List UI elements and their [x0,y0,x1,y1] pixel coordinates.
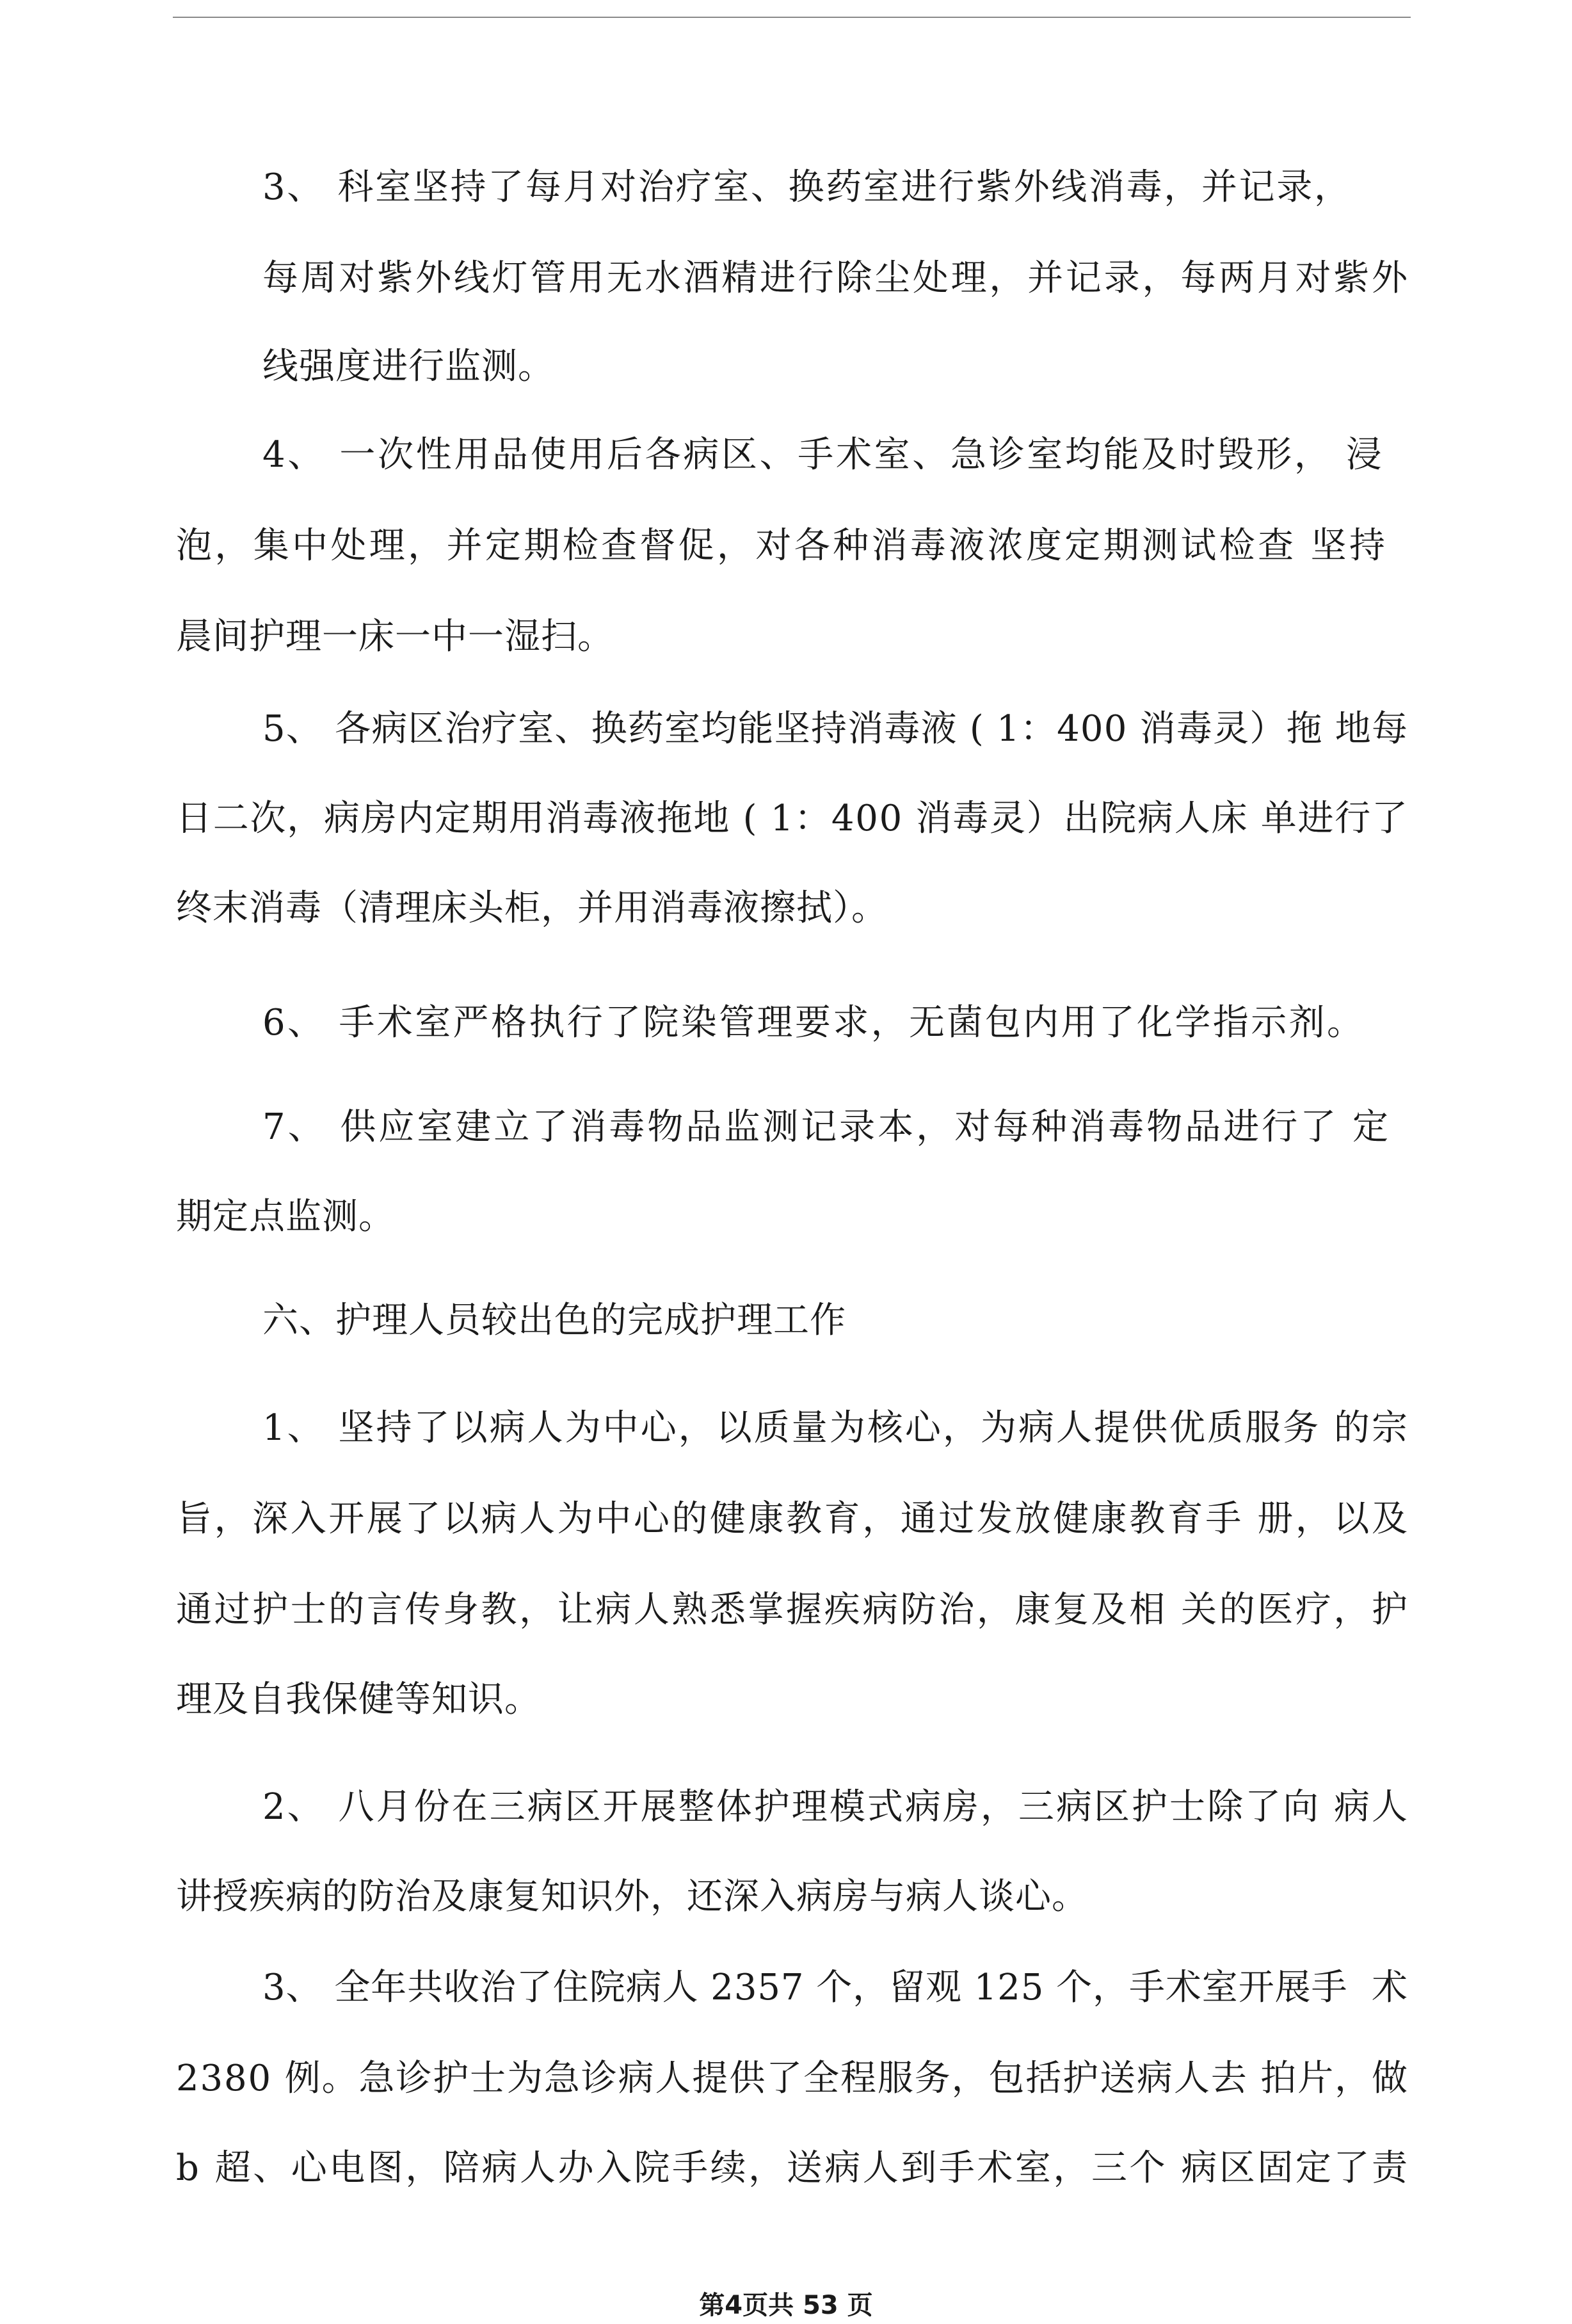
text-line: 六、护理人员较出色的完成护理工作 [262,1300,846,1341]
text-line: 期定点监测。 [176,1196,395,1238]
text-line: 通过护士的言传身教，让病人熟悉掌握疾病防治，康复及相 关的医疗，护 [176,1589,1410,1631]
text-line: 每周对紫外线灯管用无水酒精进行除尘处理，并记录，每两月对紫外 [262,257,1410,299]
text-line: 旨，深入开展了以病人为中心的健康教育，通过发放健康教育手 册，以及 [176,1498,1410,1540]
text-line: 3、 科室坚持了每月对治疗室、换药室进行紫外线消毒，并记录， [262,166,1352,208]
text-line: 日二次，病房内定期用消毒液拖地 ( 1：400 消毒灵）出院病人床 单进行了 [176,798,1409,839]
text-line: 4、 一次性用品使用后各病区、手术室、急诊室均能及时毁形， 浸 [262,434,1384,476]
text-line: 泡，集中处理，并定期检查督促，对各种消毒液浓度定期测试检查 坚持 [176,525,1388,567]
text-line: b 超、心电图，陪病人办入院手续，送病人到手术室，三个 病区固定了责 [176,2147,1410,2189]
text-line: 3、 全年共收治了住院病人 2357 个，留观 125 个，手术室开展手 术 [262,1967,1408,2008]
text-line: 讲授疾病的防治及康复知识外，还深入病房与病人谈心。 [176,1876,1088,1917]
text-line: 2、 八月份在三病区开展整体护理模式病房，三病区护士除了向 病人 [262,1786,1410,1828]
text-line: 晨间护理一床一中一湿扫。 [176,616,614,658]
page-number: 第4页共 53 页 [699,2291,873,2320]
text-line: 1、 坚持了以病人为中心，以质量为核心，为病人提供优质服务 的宗 [262,1407,1410,1449]
text-line: 线强度进行监测。 [262,346,554,387]
text-line: 终末消毒（清理床头柜，并用消毒液擦拭）。 [176,887,888,929]
text-line: 6、 手术室严格执行了院染管理要求，无菌包内用了化学指示剂。 [262,1002,1365,1044]
header-rule [173,17,1411,18]
text-line: 2380 例。急诊护士为急诊病人提供了全程服务，包括护送病人去 拍片，做 [176,2058,1409,2099]
text-line: 理及自我保健等知识。 [176,1679,541,1720]
text-line: 5、 各病区治疗室、换药室均能坚持消毒液 ( 1：400 消毒灵）拖 地每 [262,708,1409,750]
text-line: 7、 供应室建立了消毒物品监测记录本，对每种消毒物品进行了 定 [262,1106,1391,1148]
